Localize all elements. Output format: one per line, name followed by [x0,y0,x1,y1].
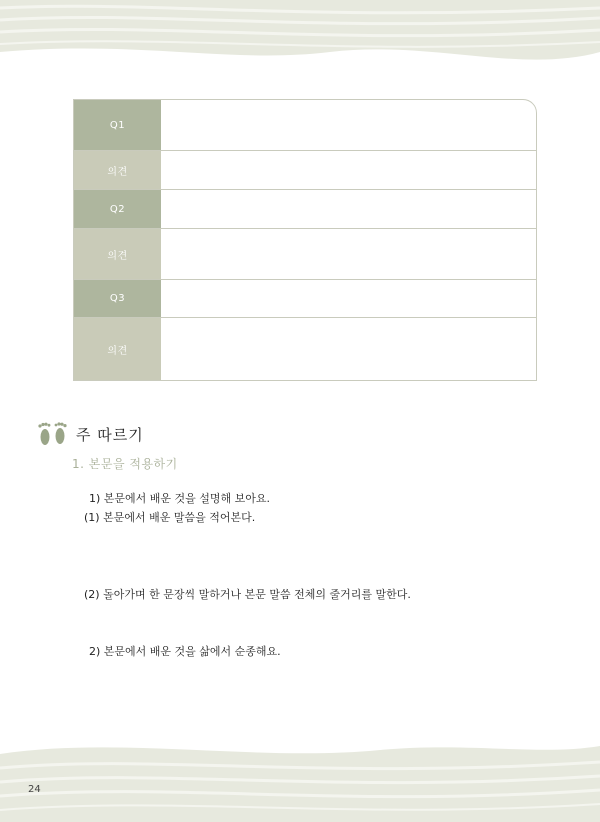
qa-row-opinion1 [74,151,536,190]
qa-label-q3: Q3 [74,280,161,317]
qa-row-opinion2 [74,229,536,280]
instruction-item-1-sub-2: (2) 돌아가며 한 문장씩 말하거나 본문 말씀 전체의 줄거리를 말한다. [84,588,411,601]
qa-row-q2 [74,190,536,229]
qa-row-q1 [74,100,536,151]
qa-table [73,99,537,381]
instruction-item-2: 2) 본문에서 배운 것을 삶에서 순종해요. [89,645,281,658]
qa-row-q3 [74,280,536,318]
qa-label-q1: Q1 [74,100,161,150]
qa-answer-cell-q2[interactable] [161,190,536,228]
qa-label-opinion2: 의견 [74,229,161,279]
qa-row-opinion3 [74,318,536,380]
top-wave-decoration [0,0,600,80]
qa-answer-cell-opinion3[interactable] [161,318,536,380]
qa-label-opinion1: 의견 [74,151,161,189]
instruction-item-1-sub-1: (1) 본문에서 배운 말씀을 적어본다. [84,511,256,524]
qa-answer-cell-opinion1[interactable] [161,151,536,189]
section-heading [36,421,144,447]
section-subtitle: 1. 본문을 적용하기 [72,457,178,471]
qa-answer-cell-q3[interactable] [161,280,536,317]
qa-answer-cell-opinion2[interactable] [161,229,536,279]
page-number: 24 [28,784,41,795]
bottom-wave-decoration [0,732,600,822]
section-title: 주 따르기 [76,425,144,444]
qa-answer-cell-q1[interactable] [161,100,536,150]
qa-label-opinion3: 의견 [74,318,161,380]
footprints-icon [36,421,70,447]
instruction-item-1: 1) 본문에서 배운 것을 설명해 보아요. [89,492,271,505]
qa-label-q2: Q2 [74,190,161,228]
